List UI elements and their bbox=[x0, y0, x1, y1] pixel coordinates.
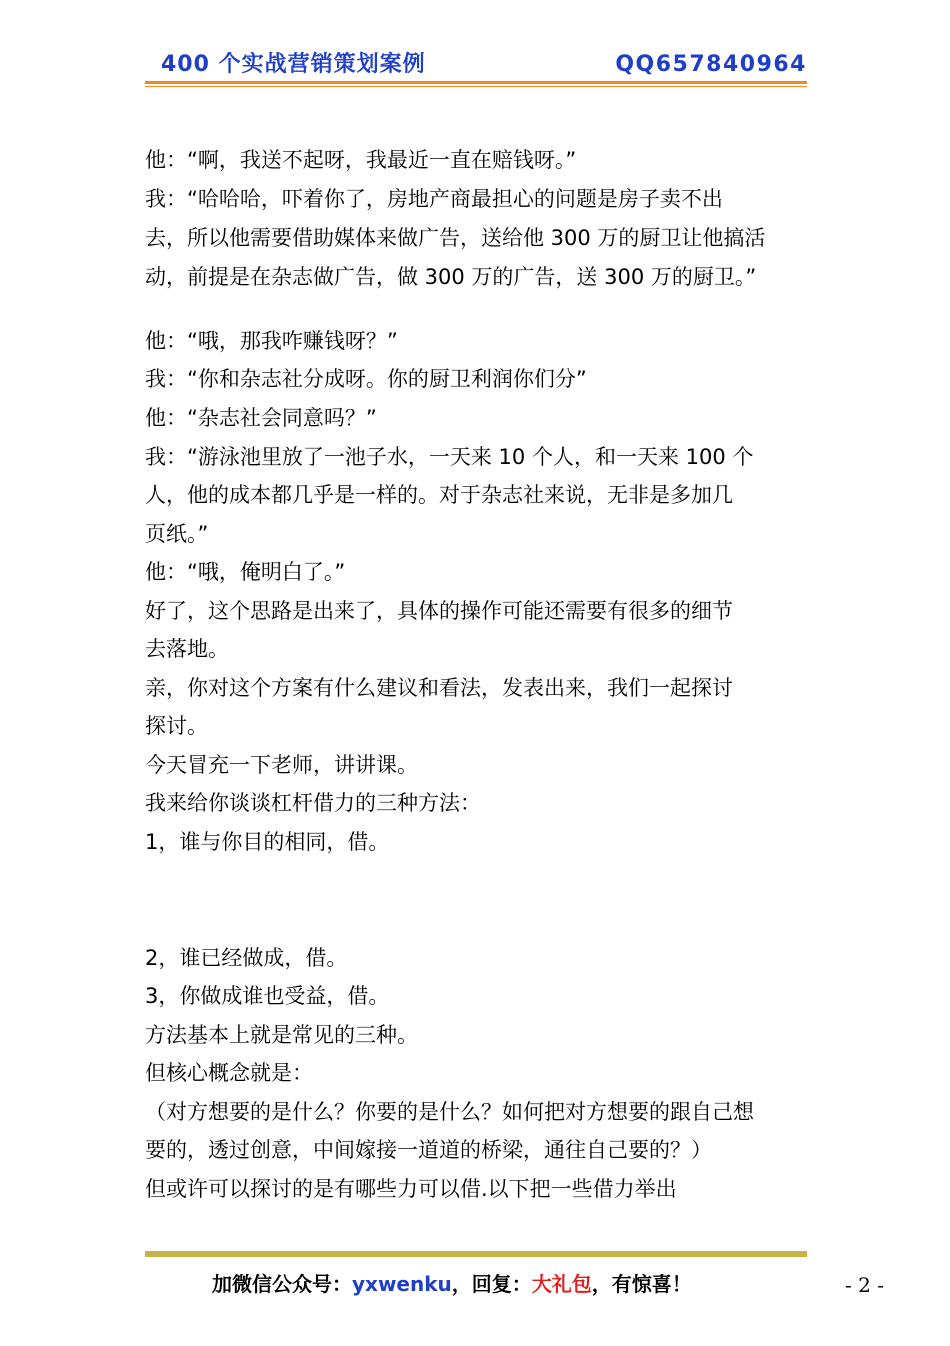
header-title: 400 个实战营销策划案例 bbox=[161, 52, 426, 77]
footer-suffix: ，有惊喜！ bbox=[591, 1272, 692, 1296]
page-header bbox=[145, 50, 807, 82]
body-line: 动，前提是在杂志做广告，做 300 万的广告，送 300 万的厨卫。” bbox=[145, 265, 757, 289]
footer-account: yxwenku bbox=[352, 1272, 452, 1296]
body-line: 去落地。 bbox=[145, 637, 229, 661]
body-line: 他：“哦，俺明白了。” bbox=[145, 560, 346, 584]
body-line: 人，他的成本都几乎是一样的。对于杂志社来说，无非是多加几 bbox=[145, 483, 733, 507]
header-qq: QQ657840964 bbox=[615, 52, 807, 77]
footer-prefix: 加微信公众号： bbox=[212, 1272, 352, 1296]
body-line: 他：“啊，我送不起呀，我最近一直在赔钱呀。” bbox=[145, 148, 577, 172]
body-line: 他：“哦，那我咋赚钱呀？” bbox=[145, 329, 398, 353]
body-line: 去，所以他需要借助媒体来做广告，送给他 300 万的厨卫让他搞活 bbox=[145, 226, 766, 250]
header-rule-thin bbox=[145, 86, 807, 87]
body-line: 2，谁已经做成，借。 bbox=[145, 946, 348, 970]
body-line: 但核心概念就是： bbox=[145, 1061, 313, 1085]
body-line: 但或许可以探讨的是有哪些力可以借.以下把一些借力举出 bbox=[145, 1177, 677, 1201]
footer-middle: ，回复： bbox=[451, 1272, 532, 1296]
body-line: 他：“杂志社会同意吗？” bbox=[145, 406, 377, 430]
footer-keyword: 大礼包 bbox=[531, 1272, 592, 1296]
body-line: 我：“你和杂志社分成呀。你的厨卫利润你们分” bbox=[145, 367, 587, 391]
body-line: 1，谁与你目的相同，借。 bbox=[145, 830, 390, 854]
header-rule bbox=[145, 81, 807, 84]
body-line: 探讨。 bbox=[145, 714, 208, 738]
body-line: 页纸。” bbox=[145, 522, 209, 546]
body-line: （对方想要的是什么？你要的是什么？如何把对方想要的跟自己想 bbox=[145, 1100, 754, 1124]
body-line: 今天冒充一下老师，讲讲课。 bbox=[145, 753, 418, 777]
page-number: - 2 - bbox=[845, 1273, 884, 1297]
body-line: 我：“哈哈哈，吓着你了，房地产商最担心的问题是房子卖不出 bbox=[145, 187, 723, 211]
body-line: 我：“游泳池里放了一池子水，一天来 10 个人，和一天来 100 个 bbox=[145, 445, 754, 469]
body-line: 好了，这个思路是出来了，具体的操作可能还需要有很多的细节 bbox=[145, 599, 733, 623]
body-line: 方法基本上就是常见的三种。 bbox=[145, 1023, 418, 1047]
body-line: 我来给你谈谈杠杆借力的三种方法： bbox=[145, 791, 481, 815]
footer-promo bbox=[212, 1268, 692, 1300]
body-line: 亲，你对这个方案有什么建议和看法，发表出来，我们一起探讨 bbox=[145, 676, 733, 700]
body-line: 要的，透过创意，中间嫁接一道道的桥梁，通往自己要的？） bbox=[145, 1138, 712, 1162]
body-line: 3，你做成谁也受益，借。 bbox=[145, 984, 390, 1008]
footer-rule bbox=[145, 1251, 807, 1257]
